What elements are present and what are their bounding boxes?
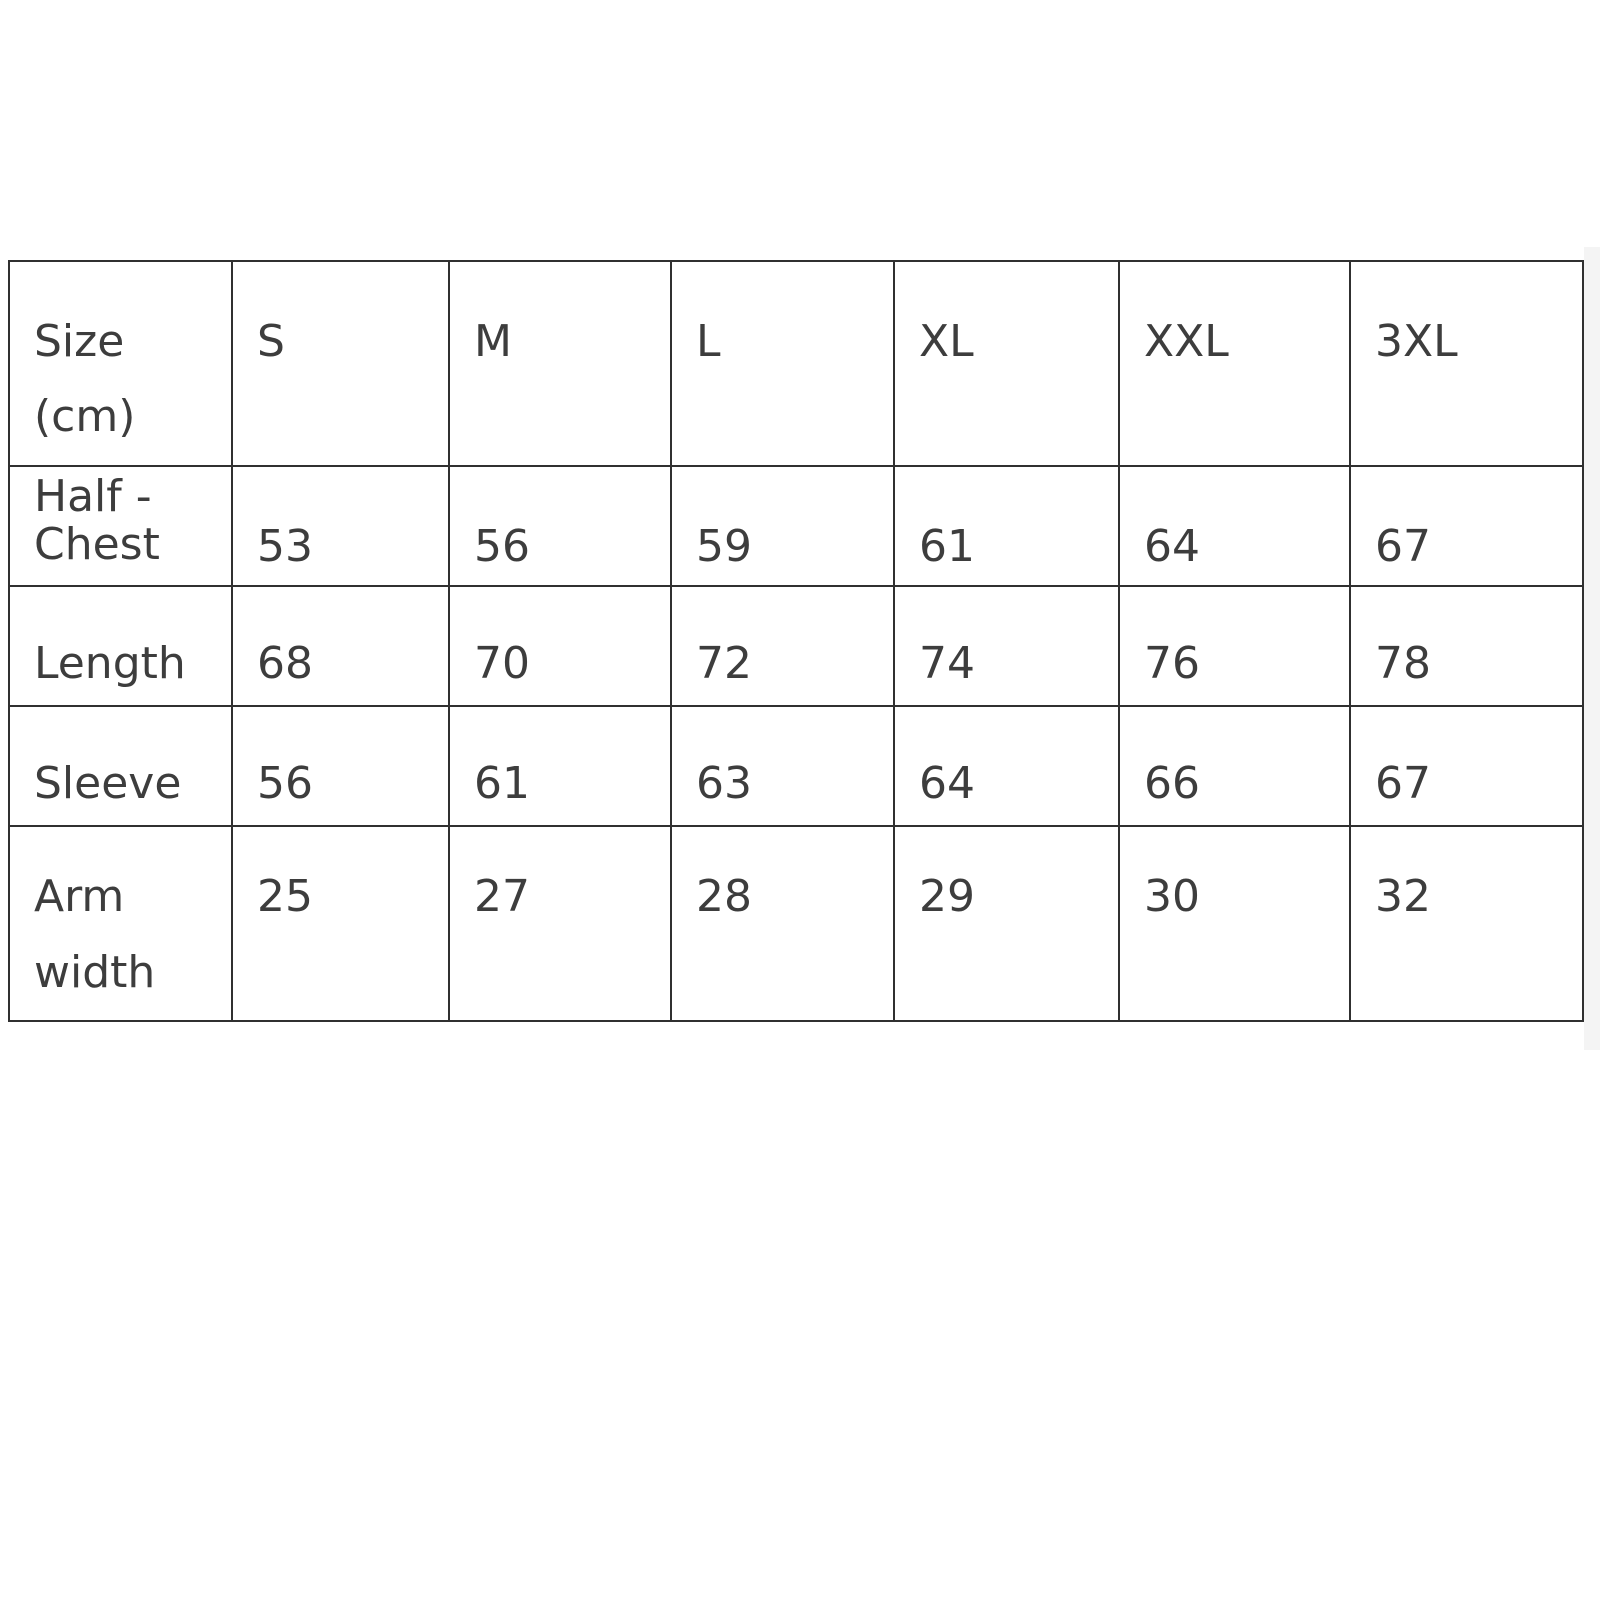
width-label-line: width [34, 947, 156, 998]
table-cell: 28 [671, 826, 894, 1021]
table-cell: 25 [232, 826, 449, 1021]
table-cell: 66 [1119, 706, 1350, 826]
table-cell: 70 [449, 586, 671, 706]
table-cell: 61 [449, 706, 671, 826]
table-cell: 72 [671, 586, 894, 706]
column-header-xxl: XXL [1119, 261, 1350, 466]
table-cell: 68 [232, 586, 449, 706]
column-header-xl: XL [894, 261, 1119, 466]
size-header-label: Size [34, 316, 125, 367]
row-label-length: Length [9, 586, 232, 706]
row-label-half-chest: Half - Chest [9, 466, 232, 586]
table-cell: 74 [894, 586, 1119, 706]
unit-header-label: (cm) [34, 391, 136, 442]
column-header-m: M [449, 261, 671, 466]
row-label-sleeve: Sleeve [9, 706, 232, 826]
table-cell: 76 [1119, 586, 1350, 706]
size-unit-header-cell [9, 261, 232, 466]
column-header-3xl: 3XL [1350, 261, 1583, 466]
table-cell: 30 [1119, 826, 1350, 1021]
row-label-arm-width [9, 826, 232, 1021]
column-header-s: S [232, 261, 449, 466]
table-cell: 67 [1350, 466, 1583, 586]
arm-label-line: Arm [34, 871, 125, 922]
table-cell: 53 [232, 466, 449, 586]
table-cell: 67 [1350, 706, 1583, 826]
table-cell: 63 [671, 706, 894, 826]
sleeve-row [9, 706, 1583, 826]
table-cell: 56 [232, 706, 449, 826]
table-cell: 27 [449, 826, 671, 1021]
table-cell: 29 [894, 826, 1119, 1021]
table-cell: 56 [449, 466, 671, 586]
table-cell: 64 [894, 706, 1119, 826]
size-chart-table [8, 260, 1584, 1022]
half-chest-row [9, 466, 1583, 586]
table-cell: 61 [894, 466, 1119, 586]
table-cell: 32 [1350, 826, 1583, 1021]
table-cell: 78 [1350, 586, 1583, 706]
column-header-l: L [671, 261, 894, 466]
scrollbar-track[interactable] [1584, 247, 1600, 1050]
table-cell: 64 [1119, 466, 1350, 586]
table-cell: 59 [671, 466, 894, 586]
length-row [9, 586, 1583, 706]
arm-width-row [9, 826, 1583, 1021]
header-row [9, 261, 1583, 466]
